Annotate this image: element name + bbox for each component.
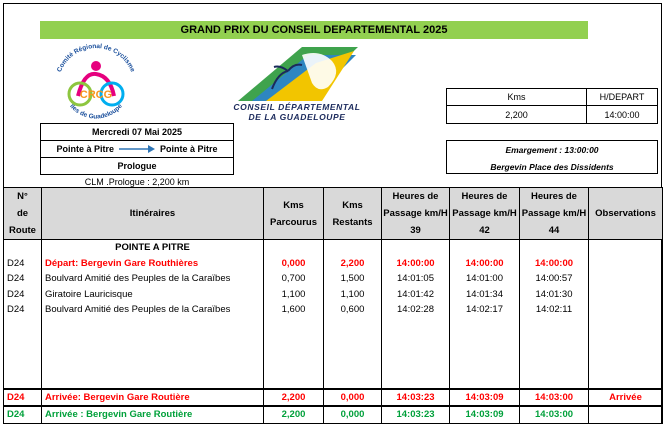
kms-value: 2,200: [447, 106, 587, 123]
cell-itineraire: Boulvard Amitié des Peuples de la Caraïbes: [42, 302, 264, 318]
cell-route: D24: [4, 287, 42, 303]
header-kms-restants: [324, 188, 382, 240]
header-kr-l1: Kms: [342, 199, 363, 211]
hdepart-value: 14:00:00: [604, 109, 640, 120]
cell-h44: 14:02:11: [520, 302, 589, 318]
cell-restants: 1,100: [324, 287, 382, 303]
header-h39-l2: Passage km/H: [383, 208, 448, 219]
cell-h44: 14:00:00: [520, 256, 589, 272]
cell-h42: 14:03:09: [450, 389, 520, 407]
header-route-l3: Route: [9, 225, 36, 236]
cell-h44: 14:01:30: [520, 287, 589, 303]
header-h44-l1: Heures de: [531, 191, 577, 202]
header-route-l1: N°: [17, 191, 28, 202]
emargement-box: [446, 140, 658, 174]
cell-itineraire: Giratoire Lauricisque: [42, 287, 264, 303]
cell-obs: [589, 287, 663, 303]
cell-obs: [589, 302, 663, 318]
cell-parcourus: 2,200: [264, 389, 324, 407]
header-route-l2: de: [16, 208, 29, 219]
header-itineraires: Itinéraires: [42, 188, 264, 240]
cell-route: D24: [4, 271, 42, 287]
cell-route: D24: [4, 302, 42, 318]
cell-parcourus: 1,600: [264, 302, 324, 318]
header-h39-l3: 39: [410, 225, 421, 236]
header-kp-l1: Kms: [283, 199, 304, 211]
arrival-row-green: [4, 406, 663, 423]
clm-distance: CLM .Prologue : 2,200 km: [84, 177, 190, 187]
cell-h42: 14:02:17: [450, 302, 520, 318]
cell-route: D24: [4, 256, 42, 272]
cell-h39: 14:00:00: [382, 256, 450, 272]
cell-route: D24: [4, 389, 42, 407]
header-kms-parcourus: [264, 188, 324, 240]
cell-parcourus: 2,200: [264, 406, 324, 423]
arrival-row-red: [4, 389, 663, 407]
cell-route: D24: [4, 406, 42, 423]
cell-h39: 14:02:28: [382, 302, 450, 318]
ccrg-arc-top-text: Comité Régional de Cyclisme: [55, 42, 137, 74]
table-row: [4, 256, 663, 272]
cell-obs: [589, 406, 663, 423]
header-h42-l3: 42: [479, 225, 490, 236]
cell-h44: 14:03:00: [520, 406, 589, 423]
section-title: POINTE A PITRE: [42, 240, 264, 256]
race-route-line: [41, 141, 233, 158]
cell-itineraire: Arrivée: Bergevin Gare Routière: [42, 389, 264, 407]
cell-restants: 2,200: [324, 256, 382, 272]
header-kr-l2: Restants: [332, 216, 373, 228]
cell-obs: [589, 256, 663, 272]
cell-restants: 1,500: [324, 271, 382, 287]
header-route: [4, 188, 42, 240]
cell-h42: 14:01:00: [450, 271, 520, 287]
race-info-box: [40, 123, 234, 175]
cell-h44: 14:03:00: [520, 389, 589, 407]
hdepart-label: H/DEPART: [587, 89, 657, 106]
route-to: Pointe à Pitre: [160, 144, 218, 154]
cell-h42: 14:03:09: [450, 406, 520, 423]
cell-restants: 0,600: [324, 302, 382, 318]
cell-itineraire: Départ: Bergevin Gare Routhières: [42, 256, 264, 272]
cell-parcourus: 0,000: [264, 256, 324, 272]
timetable: [3, 187, 662, 424]
cell-h39: 14:03:23: [382, 406, 450, 423]
cell-parcourus: 0,700: [264, 271, 324, 287]
header-h44: [520, 188, 589, 240]
header-h44-l2: Passage km/H: [521, 208, 587, 219]
cell-h42: 14:01:34: [450, 287, 520, 303]
table-row: [4, 287, 663, 303]
cell-itineraire: Arrivée : Bergevin Gare Routière: [42, 406, 264, 423]
cell-itineraire: Boulvard Amitié des Peuples de la Caraïbes: [42, 271, 264, 287]
cd-logo-line1: CONSEIL DÉPARTEMENTAL: [233, 102, 361, 112]
cell-h39: 14:01:05: [382, 271, 450, 287]
cd-logo-line2: DE LA GUADELOUPE: [248, 112, 346, 122]
timetable-grid: [3, 187, 663, 424]
emargement-time: Emargement : 13:00:00: [505, 144, 599, 155]
race-stage: Prologue: [117, 161, 157, 171]
header-h42-l2: Passage km/H: [452, 208, 517, 219]
kms-label: Kms: [447, 89, 587, 106]
section-row: [4, 240, 663, 256]
header-h42-l1: Heures de: [461, 191, 508, 202]
kms-depart-box: [446, 88, 658, 124]
emargement-place: Bergevin Place des Dissidents: [490, 161, 614, 172]
header-h39: [382, 188, 450, 240]
header-observations: Observations: [589, 188, 663, 240]
cd-logo-text: [232, 102, 362, 122]
header-h44-l3: 44: [548, 225, 560, 236]
cell-h42: 14:00:00: [450, 256, 520, 272]
header-h42: [450, 188, 520, 240]
cell-obs: [589, 271, 663, 287]
table-row: [4, 302, 663, 318]
cell-parcourus: 1,100: [264, 287, 324, 303]
cell-obs: Arrivée: [589, 389, 663, 407]
ccrg-logo: [48, 40, 144, 124]
route-from: Pointe à Pitre: [56, 144, 114, 154]
ccrg-letters: CRCG: [79, 89, 113, 101]
page-title: GRAND PRIX DU CONSEIL DEPARTEMENTAL 2025: [40, 21, 588, 39]
ccrg-arc-bottom-text: Iles de Guadeloupe: [68, 102, 124, 121]
cell-restants: 0,000: [324, 406, 382, 423]
cell-h39: 14:01:42: [382, 287, 450, 303]
cell-h39: 14:03:23: [382, 389, 450, 407]
table-header-row: [4, 188, 663, 240]
spacer-row: [4, 318, 663, 389]
race-date: Mercredi 07 Mai 2025: [41, 124, 233, 141]
cell-restants: 0,000: [324, 389, 382, 407]
header-h39-l1: Heures de: [392, 191, 439, 202]
cell-h44: 14:00:57: [520, 271, 589, 287]
arrow-right-icon: [118, 144, 156, 154]
table-row: [4, 271, 663, 287]
header-kp-l2: Parcourus: [270, 216, 317, 228]
